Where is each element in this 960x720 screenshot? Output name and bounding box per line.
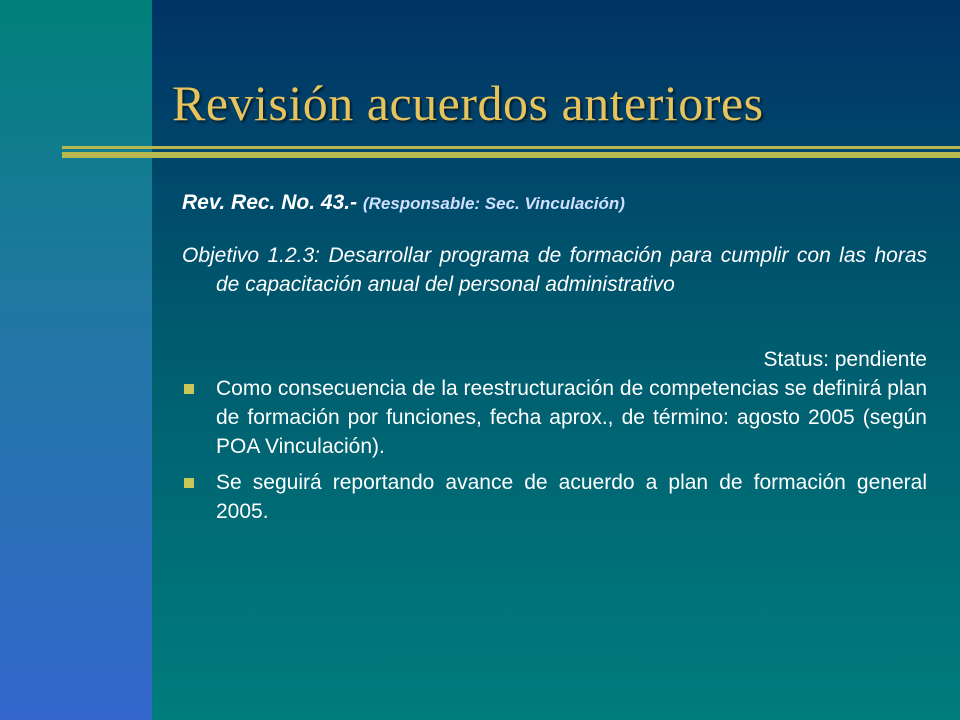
bullet-text: Se seguirá reportando avance de acuerdo a plan de formación general 2005. xyxy=(216,471,927,523)
status-text: Status: pendiente xyxy=(763,348,927,371)
title-divider-thick xyxy=(62,152,960,158)
bullet-list xyxy=(182,374,927,526)
slide-title: Revisión acuerdos anteriores xyxy=(172,75,764,131)
bullet-text: Como consecuencia de la reestructuración de competencias se definirá plan de formación por funciones, fecha aprox., de término: agosto 2005 (según POA Vinculación). xyxy=(216,377,927,458)
recommendation-number: Rev. Rec. No. 43.- xyxy=(182,191,358,214)
list-item xyxy=(182,468,927,526)
list-item xyxy=(182,374,927,461)
square-bullet-icon xyxy=(184,384,194,394)
responsible-party: (Responsable: Sec. Vinculación) xyxy=(362,194,625,213)
square-bullet-icon xyxy=(184,478,194,488)
slide-body xyxy=(182,188,927,533)
title-divider-thin xyxy=(62,146,960,149)
left-accent-band xyxy=(0,0,152,720)
objective-text: Objetivo 1.2.3: Desarrollar programa de formación para cumplir con las horas de capacitación anual del personal administrativo xyxy=(182,244,927,296)
recommendation-line xyxy=(182,188,927,218)
